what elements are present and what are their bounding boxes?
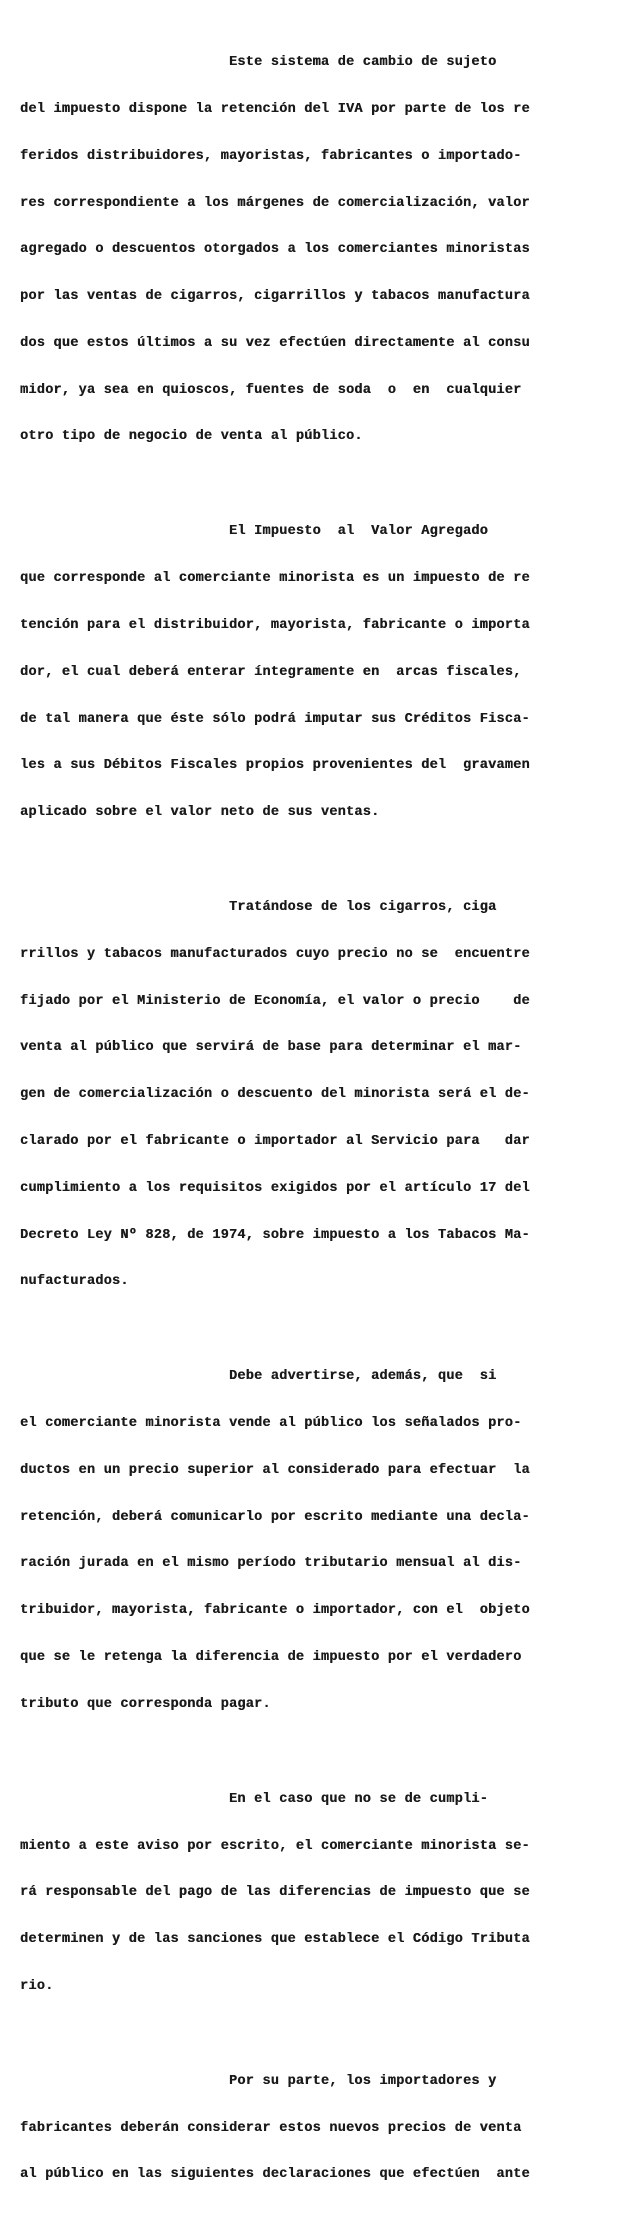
text-line: tención para el distribuidor, mayorista, fabricante o importa xyxy=(20,617,530,633)
text-line: res correspondiente a los márgenes de comercialización, valor xyxy=(20,195,530,211)
text-line: nufacturados. xyxy=(20,1274,129,1290)
text-line: rá responsable del pago de las diferencias de impuesto que se xyxy=(20,1885,530,1901)
text-line: retención, deberá comunicarlo por escrito mediante una decla- xyxy=(20,1509,530,1525)
text-line: aplicado sobre el valor neto de sus ventas. xyxy=(20,805,380,821)
text-line: que se le retenga la diferencia de impuesto por el verdadero xyxy=(20,1649,522,1665)
text-line: rrillos y tabacos manufacturados cuyo precio no se encuentre xyxy=(20,946,530,962)
text-line: rio. xyxy=(20,1978,54,1994)
text-line: Debe advertirse, además, que si xyxy=(20,1369,497,1385)
text-line: Tratándose de los cigarros, ciga xyxy=(20,900,497,916)
text-line: feridos distribuidores, mayoristas, fabricantes o importado- xyxy=(20,148,522,164)
text-line: Este sistema de cambio de sujeto xyxy=(20,55,497,71)
paragraph-advertencia-minorista xyxy=(20,1338,618,1743)
text-line: tribuidor, mayorista, fabricante o importador, con el objeto xyxy=(20,1603,530,1619)
text-line: En el caso que no se de cumpli- xyxy=(20,1791,489,1807)
paragraph-cambio-de-sujeto xyxy=(20,24,618,476)
text-line: midor, ya sea en quioscos, fuentes de soda o en cualquier xyxy=(20,382,522,398)
text-line: clarado por el fabricante o importador al Servicio para dar xyxy=(20,1133,530,1149)
text-line: tributo que corresponda pagar. xyxy=(20,1696,271,1712)
text-line: El Impuesto al Valor Agregado xyxy=(20,524,489,540)
text-line: de tal manera que éste sólo podrá imputar sus Créditos Fisca- xyxy=(20,711,530,727)
paragraph-cigarros-precio xyxy=(20,869,618,1321)
text-line: el comerciante minorista vende al público los señalados pro- xyxy=(20,1416,522,1432)
paragraph-incumplimiento-aviso xyxy=(20,1761,618,2026)
text-line: ductos en un precio superior al considerado para efectuar la xyxy=(20,1462,530,1478)
text-line: Por su parte, los importadores y xyxy=(20,2073,497,2089)
text-line: determinen y de las sanciones que establece el Código Tributa xyxy=(20,1932,530,1948)
text-line: otro tipo de negocio de venta al público. xyxy=(20,429,363,445)
text-line: del impuesto dispone la retención del IVA por parte de los re xyxy=(20,101,530,117)
text-line: ración jurada en el mismo período tributario mensual al dis- xyxy=(20,1556,522,1572)
text-line: miento a este aviso por escrito, el comerciante minorista se- xyxy=(20,1838,530,1854)
text-line: cumplimiento a los requisitos exigidos por el artículo 17 del xyxy=(20,1180,530,1196)
text-line: dor, el cual deberá enterar íntegramente en arcas fiscales, xyxy=(20,664,522,680)
text-line: les a sus Débitos Fiscales propios provenientes del gravamen xyxy=(20,758,530,774)
text-line: por las ventas de cigarros, cigarrillos y tabacos manufactura xyxy=(20,289,530,305)
text-line: gen de comercialización o descuento del minorista será el de- xyxy=(20,1087,530,1103)
text-line: fabricantes deberán considerar estos nuevos precios de venta xyxy=(20,2120,522,2136)
text-line: fijado por el Ministerio de Economía, el valor o precio de xyxy=(20,993,530,1009)
paragraph-importadores-fabricantes xyxy=(20,2043,618,2214)
text-line: venta al público que servirá de base para determinar el mar- xyxy=(20,1040,522,1056)
paragraph-impuesto-valor-agregado xyxy=(20,493,618,852)
text-line: al público en las siguientes declaraciones que efectúen ante xyxy=(20,2167,530,2183)
text-line: agregado o descuentos otorgados a los comerciantes minoristas xyxy=(20,242,530,258)
text-line: que corresponde al comerciante minorista es un impuesto de re xyxy=(20,571,530,587)
text-line: dos que estos últimos a su vez efectúen directamente al consu xyxy=(20,335,530,351)
text-line: Decreto Ley Nº 828, de 1974, sobre impuesto a los Tabacos Ma- xyxy=(20,1227,530,1243)
